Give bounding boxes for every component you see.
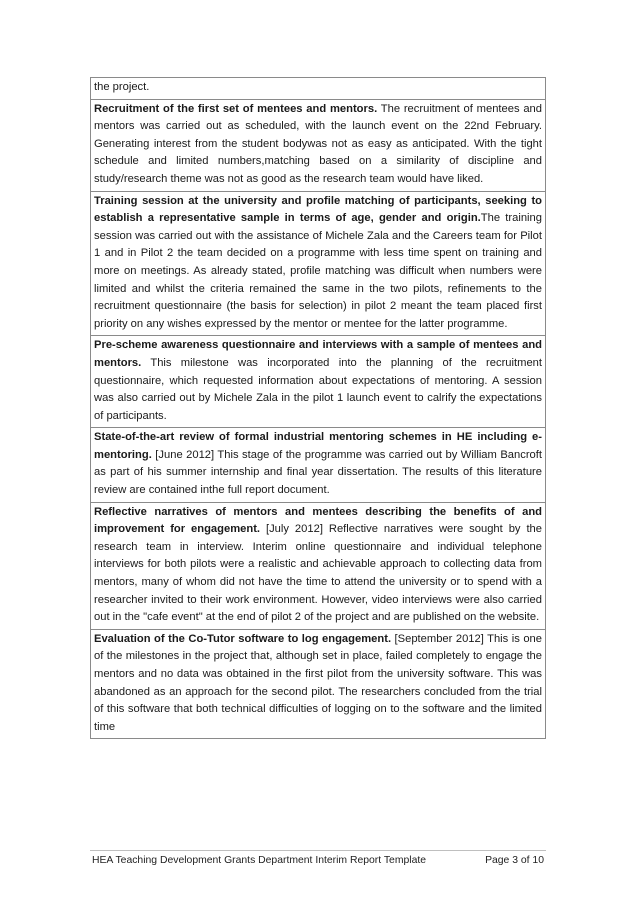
table-row (91, 427, 545, 501)
table-row (91, 502, 545, 629)
footer-title: HEA Teaching Development Grants Department Interim Report Template (92, 855, 427, 866)
row-heading: Evaluation of the Co-Tutor software to log engagement. (94, 632, 392, 645)
content-table (90, 77, 546, 739)
table-row (91, 191, 545, 336)
row-body: the project. (94, 81, 150, 93)
row-body: [September 2012] This is one of the milestones in the project that, although set in place, failed completely to engage the mentors and no data was obtained in the first pilot from the university software. This was abandoned as an approach for the second pilot. The researchers concluded from the trial of this software that both technical difficulties of logging on to the software and the limited time (94, 632, 542, 733)
table-row (91, 629, 545, 739)
row-body: This milestone was incorporated into the planning of the recruitment questionnaire, which requested information about expectations of mentoring. A session was also carried out by Michele Zala in the pilot 1 launch event to calrify the expectations of participants. (94, 356, 542, 422)
row-body: [June 2012] This stage of the programme was carried out by William Bancroft as part of his summer internship and final year dissertation. The results of this literature review are contained inthe full report document. (94, 448, 542, 497)
row-body: The training session was carried out with the assistance of Michele Zala and the Careers team for Pilot 1 and in Pilot 2 the team decided on a programme with less time spent on training and more on meetings. As already stated, profile matching was difficult when numbers were limited and whilst the criteria remained the same in the two pilots, refinements to the recruitment questionnaire (the basis for selection) in pilot 2 meant the team placed first priority on any wishes expressed by the mentor or mentee for the latter programme. (94, 212, 542, 330)
page-number: Page 3 of 10 (485, 855, 544, 866)
row-heading: Training session at the university and profile matching of participants, seeking to establish a representative sample in terms of age, gender and origin. (94, 194, 542, 225)
footer-divider (90, 850, 546, 851)
row-body: [July 2012] Reflective narratives were sought by the research team in interview. Interim online questionnaire and individual telephone interviews for both pilots were a realistic and achievable approach to collecting data from mentors, many of whom did not have the time to attend the university or to spend with a researcher invited to their work environment. However, video interviews were also carried out in the "cafe event" at the end of pilot 2 of the project and are published on the website. (94, 523, 542, 624)
table-row (91, 78, 545, 99)
table-row (91, 335, 545, 427)
row-heading: State-of-the-art review of formal industrial mentoring schemes in HE including e-mentoring. (94, 431, 542, 461)
row-heading: Pre-scheme awareness questionnaire and interviews with a sample of mentees and mentors. (94, 339, 542, 369)
row-heading: Recruitment of the first set of mentees and mentors. (94, 102, 378, 115)
row-body: The recruitment of mentees and mentors was carried out as scheduled, with the launch event on the 22nd February. Generating interest from the student bodywas not as easy as anticipated. With the tight schedule and limited numbers,matching based on a similarity of discipline and study/research theme was not as good as the research team would have liked. (94, 102, 543, 185)
row-heading: Reflective narratives of mentors and mentees describing the benefits of and improvement for engagement. (94, 505, 542, 536)
table-row (91, 99, 545, 191)
